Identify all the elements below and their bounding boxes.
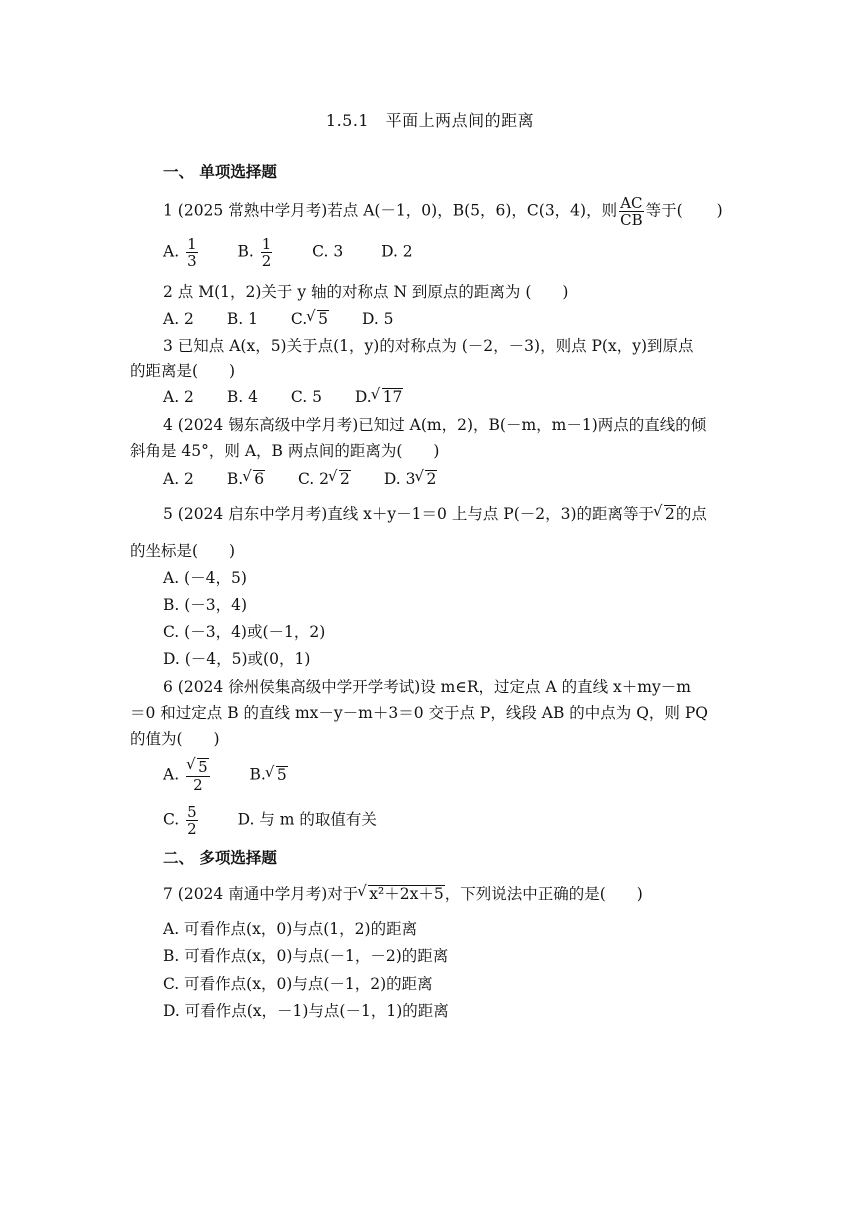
q2-option-d: D. 5 [361,310,394,328]
q2-option-a: A. 2 [163,310,194,328]
q6-option-b-radical: √ 5 [276,766,288,784]
q4-option-c-label: C. 2 [298,470,330,488]
q5-stem-a: 5 (2024 启东中学月考)直线 x＋y－1＝0 上与点 P(－2，3)的距离等于 [163,505,655,523]
section-heading-multiple-choice: 二、 多项选择题 [163,849,277,867]
q6-option-a-den: 2 [193,776,203,794]
q6-option-c-den: 2 [187,820,197,838]
q6-option-a-label: A. [163,765,180,784]
q3-option-d-radical: √ 17 [382,388,404,406]
q2-option-c-label: C. [290,310,308,328]
q4-option-d-label: D. 3 [383,470,416,488]
question-3-options [163,385,403,409]
question-6-options-cd [163,804,377,837]
q5-stem-radical: √ 2 [664,505,676,523]
q4-option-b-label: B. [226,470,244,488]
q7-option-a: A. 可看作点(x，0)与点(1，2)的距离 [163,920,418,938]
q1-option-a-num: 1 [187,235,197,253]
q6-option-c-label: C. [163,810,180,829]
q7-option-d: D. 可看作点(x，－1)与点(－1，1)的距离 [163,1002,449,1020]
q1-stem-d: ) [716,201,723,220]
q1-fraction [619,195,644,228]
question-1-options [163,236,413,269]
question-6-stem-line2: ＝0 和过定点 B 的直线 mx－y－m＋3＝0 交于点 P，线段 AB 的中点为 Q，则 PQ [130,704,708,722]
question-1-stem [163,195,723,228]
question-3-stem-line2: 的距离是( ) [130,362,236,380]
q1-frac-den: CB [620,211,643,229]
q3-option-c: C. 5 [290,388,322,406]
question-4-stem-line1: 4 (2024 锡东高级中学月考)已知过 A(m，2)，B(－m，m－1)两点的直线的倾 [163,416,707,434]
question-6-stem-line1: 6 (2024 徐州侯集高级中学开学考试)设 m∈R，过定点 A 的直线 x＋my－m [163,678,691,696]
q6-option-a-radical: √ 5 [197,758,209,776]
question-4-options [163,467,437,491]
q1-stem-c: 等于( [645,201,683,220]
q7-option-c: C. 可看作点(x，0)与点(－1，2)的距离 [163,975,433,993]
question-5-stem-line1 [163,502,707,526]
question-7-stem [163,882,643,906]
q1-frac-num: AC [620,194,643,212]
question-4-stem-line2: 斜角是 45°，则 A，B 两点间的距离为( ) [130,442,440,460]
q7-stem-a: 7 (2024 南通中学月考)对于 [163,885,359,903]
q7-stem-b: ，下列说法中正确的是( ) [444,885,643,903]
q3-option-b: B. 4 [226,388,258,406]
question-6-options-ab [163,758,288,793]
q5-option-d: D. (－4，5)或(0，1) [163,650,311,668]
q4-option-b-radical: √ 6 [253,470,265,488]
q6-option-c-fraction [186,804,198,837]
q6-option-a-fraction [186,758,210,793]
q5-option-a: A. (－4，5) [163,569,247,587]
q4-option-d-radical: √ 2 [425,470,437,488]
q2-option-c-radical: √ 5 [317,310,329,328]
q6-option-a-num [186,758,210,777]
q1-option-d: D. 2 [381,242,413,261]
q1-option-b-label: B. [237,242,254,261]
q1-option-b-den: 2 [261,252,272,270]
q1-option-b-fraction [261,236,273,269]
q1-option-a-fraction [186,236,198,269]
q3-option-d-label: D. [354,388,372,406]
q3-option-a: A. 2 [163,388,194,406]
question-2-stem: 2 点 M(1，2)关于 y 轴的对称点 N 到原点的距离为 ( ) [163,283,569,301]
question-2-options [163,307,394,331]
q7-option-b: B. 可看作点(x，0)与点(－1，－2)的距离 [163,947,449,965]
q1-option-a-label: A. [163,242,180,261]
q4-option-c-radical: √ 2 [339,470,351,488]
q1-stem-a: 1 (2025 常熟中学月考)若点 [163,201,364,220]
q1-option-a-den: 3 [187,252,197,270]
q1-option-b-num: 1 [261,235,272,253]
page-title: 1.5.1 平面上两点间的距离 [325,111,535,130]
question-5-stem-line2: 的坐标是( ) [130,542,236,560]
q1-stem-b: A(－1，0)，B(5，6)，C(3，4)，则 [363,201,618,220]
q1-option-c: C. 3 [312,242,344,261]
q6-option-b-label: B. [249,765,266,784]
q5-stem-b: 的点 [675,505,707,523]
q4-option-a: A. 2 [163,470,194,488]
q6-option-d: D. 与 m 的取值有关 [237,810,377,829]
section-heading-single-choice: 一、 单项选择题 [163,163,277,181]
q6-option-c-num: 5 [187,803,197,821]
q5-option-b: B. (－3，4) [163,596,248,614]
question-6-stem-line3: 的值为( ) [130,730,220,748]
question-3-stem-line1: 3 已知点 A(x，5)关于点(1，y)的对称点为 (－2，－3)，则点 P(x，y)到原点 [163,337,694,355]
q7-stem-radical: √ x²＋2x＋5 [368,885,444,903]
q2-option-b: B. 1 [226,310,258,328]
q5-option-c: C. (－3，4)或(－1，2) [163,623,326,641]
